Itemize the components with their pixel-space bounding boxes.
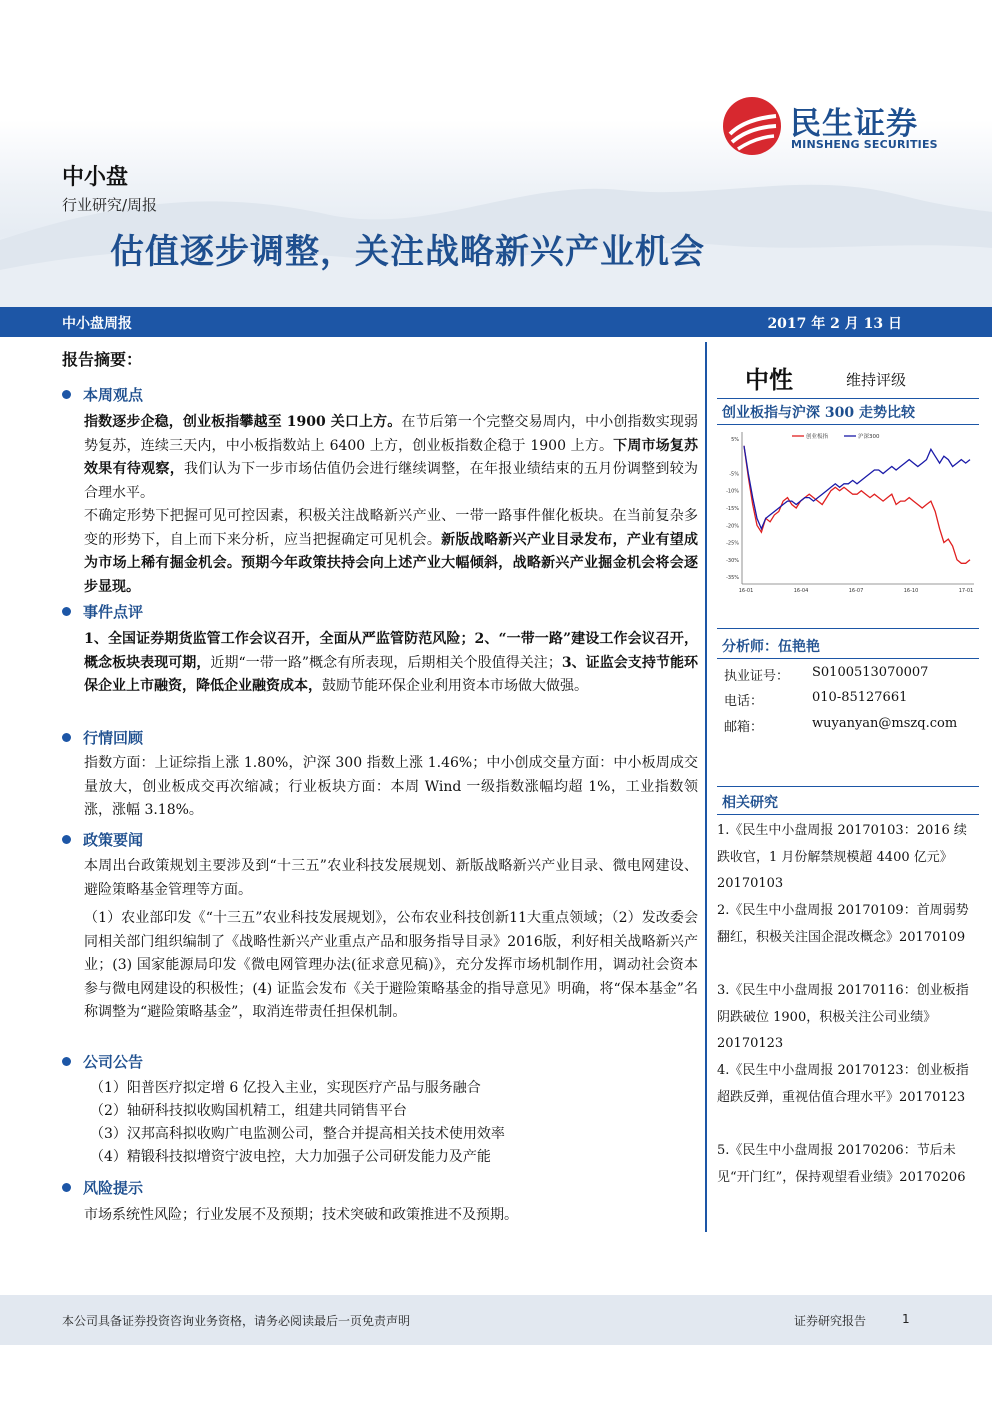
- section-heading-policy: 政策要闻: [62, 829, 143, 850]
- announcement-item: （1）阳普医疗拟定增 6 亿投入主业，实现医疗产品与服务融合: [90, 1080, 481, 1096]
- chart-y-tick-label: -15%: [726, 506, 739, 512]
- divider-line: [717, 658, 979, 659]
- related-report-item[interactable]: 3.《民生中小盘周报 20170116：创业板指阴跌破位 1900，积极关注公司业绩》20170123: [717, 983, 969, 1051]
- divider-line: [717, 786, 979, 787]
- divider-line: [717, 814, 979, 815]
- page-number: 1: [902, 1312, 910, 1326]
- divider-line: [717, 398, 979, 399]
- chart-y-tick-label: -30%: [726, 557, 739, 564]
- footer-disclaimer: 本公司具备证券投资咨询业务资格，请务必阅读最后一页免责声明: [62, 1314, 411, 1328]
- chart-x-tick-label: 16-01: [738, 588, 754, 594]
- chart-x-tick-label: 17-01: [958, 588, 974, 594]
- bullet-icon: [62, 1057, 71, 1066]
- logo-chinese-name: 民生证券: [790, 106, 918, 142]
- section-heading-view: 本周观点: [62, 384, 143, 405]
- chart-y-tick-label: -10%: [726, 488, 739, 495]
- view-paragraph: 指数逐步企稳，创业板指攀越至 1900 关口上方。在节后第一个完整交易周内，中小创指数实现弱势复苏，连续三天内，中小板指数站上 6400 上方，创业板指数企稳于 1900 上方。下周市场复苏效果有待观察，我们认为下一步市场估值仍会进行继续调整，在年报业绩结束的五月份调整到较为合理水平。 不确定形势下把握可见可控因素，积极关注战略新兴产业、一带一路事件催化板块。在当前复杂多变的形势下，自上而下来分析，应当把握确定可见机会。新版战略新兴产业目录发布，产业有望成为市场上稀有掘金机会。预期今年政策扶持会向上述产业大幅倾斜，战略新兴产业掘金机会将会逐步显现。: [84, 414, 699, 595]
- page-footer: [0, 1295, 992, 1345]
- bullet-icon: [62, 390, 71, 399]
- section-heading-risk: 风险提示: [62, 1177, 143, 1198]
- phone-value: 010-85127661: [812, 690, 908, 705]
- chart-legend-label: 沪深300: [858, 434, 880, 440]
- policy-intro: 本周出台政策规划主要涉及到“十三五”农业科技发展规划、新版战略新兴产业目录、微电网建设、避险策略基金管理等方面。: [84, 858, 698, 898]
- license-value: S0100513070007: [812, 665, 929, 680]
- chart-series-line-0: [744, 446, 970, 564]
- announcement-item: （2）轴研科技拟收购国机精工，组建共同销售平台: [90, 1103, 407, 1119]
- footer-doc-type: 证券研究报告: [794, 1314, 867, 1328]
- announcement-item: （3）汉邦高科拟收购广电监测公司，整合并提高相关技术使用效率: [90, 1126, 505, 1142]
- analyst-name: 分析师：伍艳艳: [722, 639, 820, 655]
- chart-x-tick-label: 16-10: [903, 588, 919, 594]
- minsheng-logo-mark-icon: [722, 96, 782, 156]
- chart-title: 创业板指与沪深 300 走势比较: [722, 405, 915, 421]
- report-title: 估值逐步调整，关注战略新兴产业机会: [110, 232, 705, 272]
- section-heading-market: 行情回顾: [62, 727, 143, 748]
- rating-note: 维持评级: [846, 371, 907, 389]
- chart-y-tick-label: -5%: [729, 471, 739, 478]
- logo-english-name: MINSHENG SECURITIES: [791, 138, 938, 151]
- phone-label: 电话：: [724, 694, 764, 709]
- bullet-icon: [62, 835, 71, 844]
- chart-legend-label: 创业板指: [806, 434, 829, 440]
- chart-x-tick-label: 16-07: [848, 588, 864, 594]
- market-paragraph: 指数方面：上证综指上涨 1.80%，沪深 300 指数上涨 1.46%；中小创成交量方面：中小板周成交量放大，创业板成交再次缩减；行业板块方面：本周 Wind 一级指数涨幅均超 1%，工业指数领涨，涨幅 3.18%。: [84, 755, 698, 818]
- sector-name: 中小盘: [62, 165, 129, 190]
- event-paragraph: 1、全国证券期货监管工作会议召开，全面从严监管防范风险；2、“一带一路”建设工作会议召开，概念板块表现可期，近期“一带一路”概念有所表现，后期相关个股值得关注；3、证监会支持节能环保企业上市融资，降低企业融资成本，鼓励节能环保企业利用资本市场做大做强。: [84, 631, 698, 694]
- bullet-icon: [62, 607, 71, 616]
- rating: 中性: [745, 366, 793, 394]
- related-report-item[interactable]: 2.《民生中小盘周报 20170109：首周弱势翻红，积极关注国企混改概念》20170109: [717, 903, 969, 945]
- email-value[interactable]: wuyanyan@mszq.com: [812, 716, 958, 731]
- bullet-icon: [62, 1183, 71, 1192]
- chart-y-tick-label: -20%: [726, 523, 739, 530]
- title-bar: [0, 307, 992, 337]
- bullet-icon: [62, 733, 71, 742]
- chart-y-tick-label: -25%: [726, 540, 739, 547]
- trend-chart: [722, 426, 980, 598]
- announcement-item: （4）精锻科技拟增资宁波电控，大力加强子公司研发能力及产能: [90, 1149, 491, 1165]
- divider-line: [717, 424, 979, 425]
- section-heading-announcements: 公司公告: [62, 1051, 143, 1072]
- divider-line: [717, 628, 979, 629]
- related-research-title: 相关研究: [722, 795, 778, 811]
- license-label: 执业证号：: [724, 669, 790, 684]
- section-heading-event: 事件点评: [62, 601, 143, 622]
- chart-y-tick-label: -35%: [726, 575, 739, 582]
- related-report-item[interactable]: 4.《民生中小盘周报 20170123：创业板指超跌反弹，重视估值合理水平》20170123: [717, 1063, 969, 1105]
- report-series: 中小盘周报: [62, 316, 132, 332]
- risk-paragraph: 市场系统性风险；行业发展不及预期；技术突破和政策推进不及预期。: [84, 1207, 518, 1223]
- minsheng-logo: [722, 96, 962, 156]
- chart-x-tick-label: 16-04: [793, 588, 809, 594]
- chart-y-tick-label: 5%: [731, 436, 739, 443]
- email-label: 邮箱：: [724, 720, 764, 735]
- related-report-item[interactable]: 1.《民生中小盘周报 20170103：2016 续跌收官，1 月份解禁规模超 4400 亿元》20170103: [717, 823, 967, 891]
- column-divider: [705, 342, 707, 1232]
- policy-detail: （1）农业部印发《“十三五”农业科技发展规划》，公布农业科技创新11大重点领域；（2）发改委会同相关部门组织编制了《战略性新兴产业重点产品和服务指导目录》2016版，利好相关战略新兴产业；(3) 国家能源局印发《微电网管理办法(征求意见稿)》，充分发挥市场机制作用，调动社会资本参与微电网建设的积极性；(4) 证监会发布《关于避险策略基金的指导意见》明确，将“保本基金”名称调整为“避险策略基金”，取消连带责任担保机制。: [84, 910, 698, 1020]
- related-report-item[interactable]: 5.《民生中小盘周报 20170206：节后未见“开门红”，保持观望看业绩》20170206: [717, 1143, 966, 1185]
- report-date: 2017 年 2 月 13 日: [767, 316, 902, 332]
- abstract-title: 报告摘要：: [62, 350, 143, 369]
- report-type: 行业研究/周报: [62, 196, 158, 214]
